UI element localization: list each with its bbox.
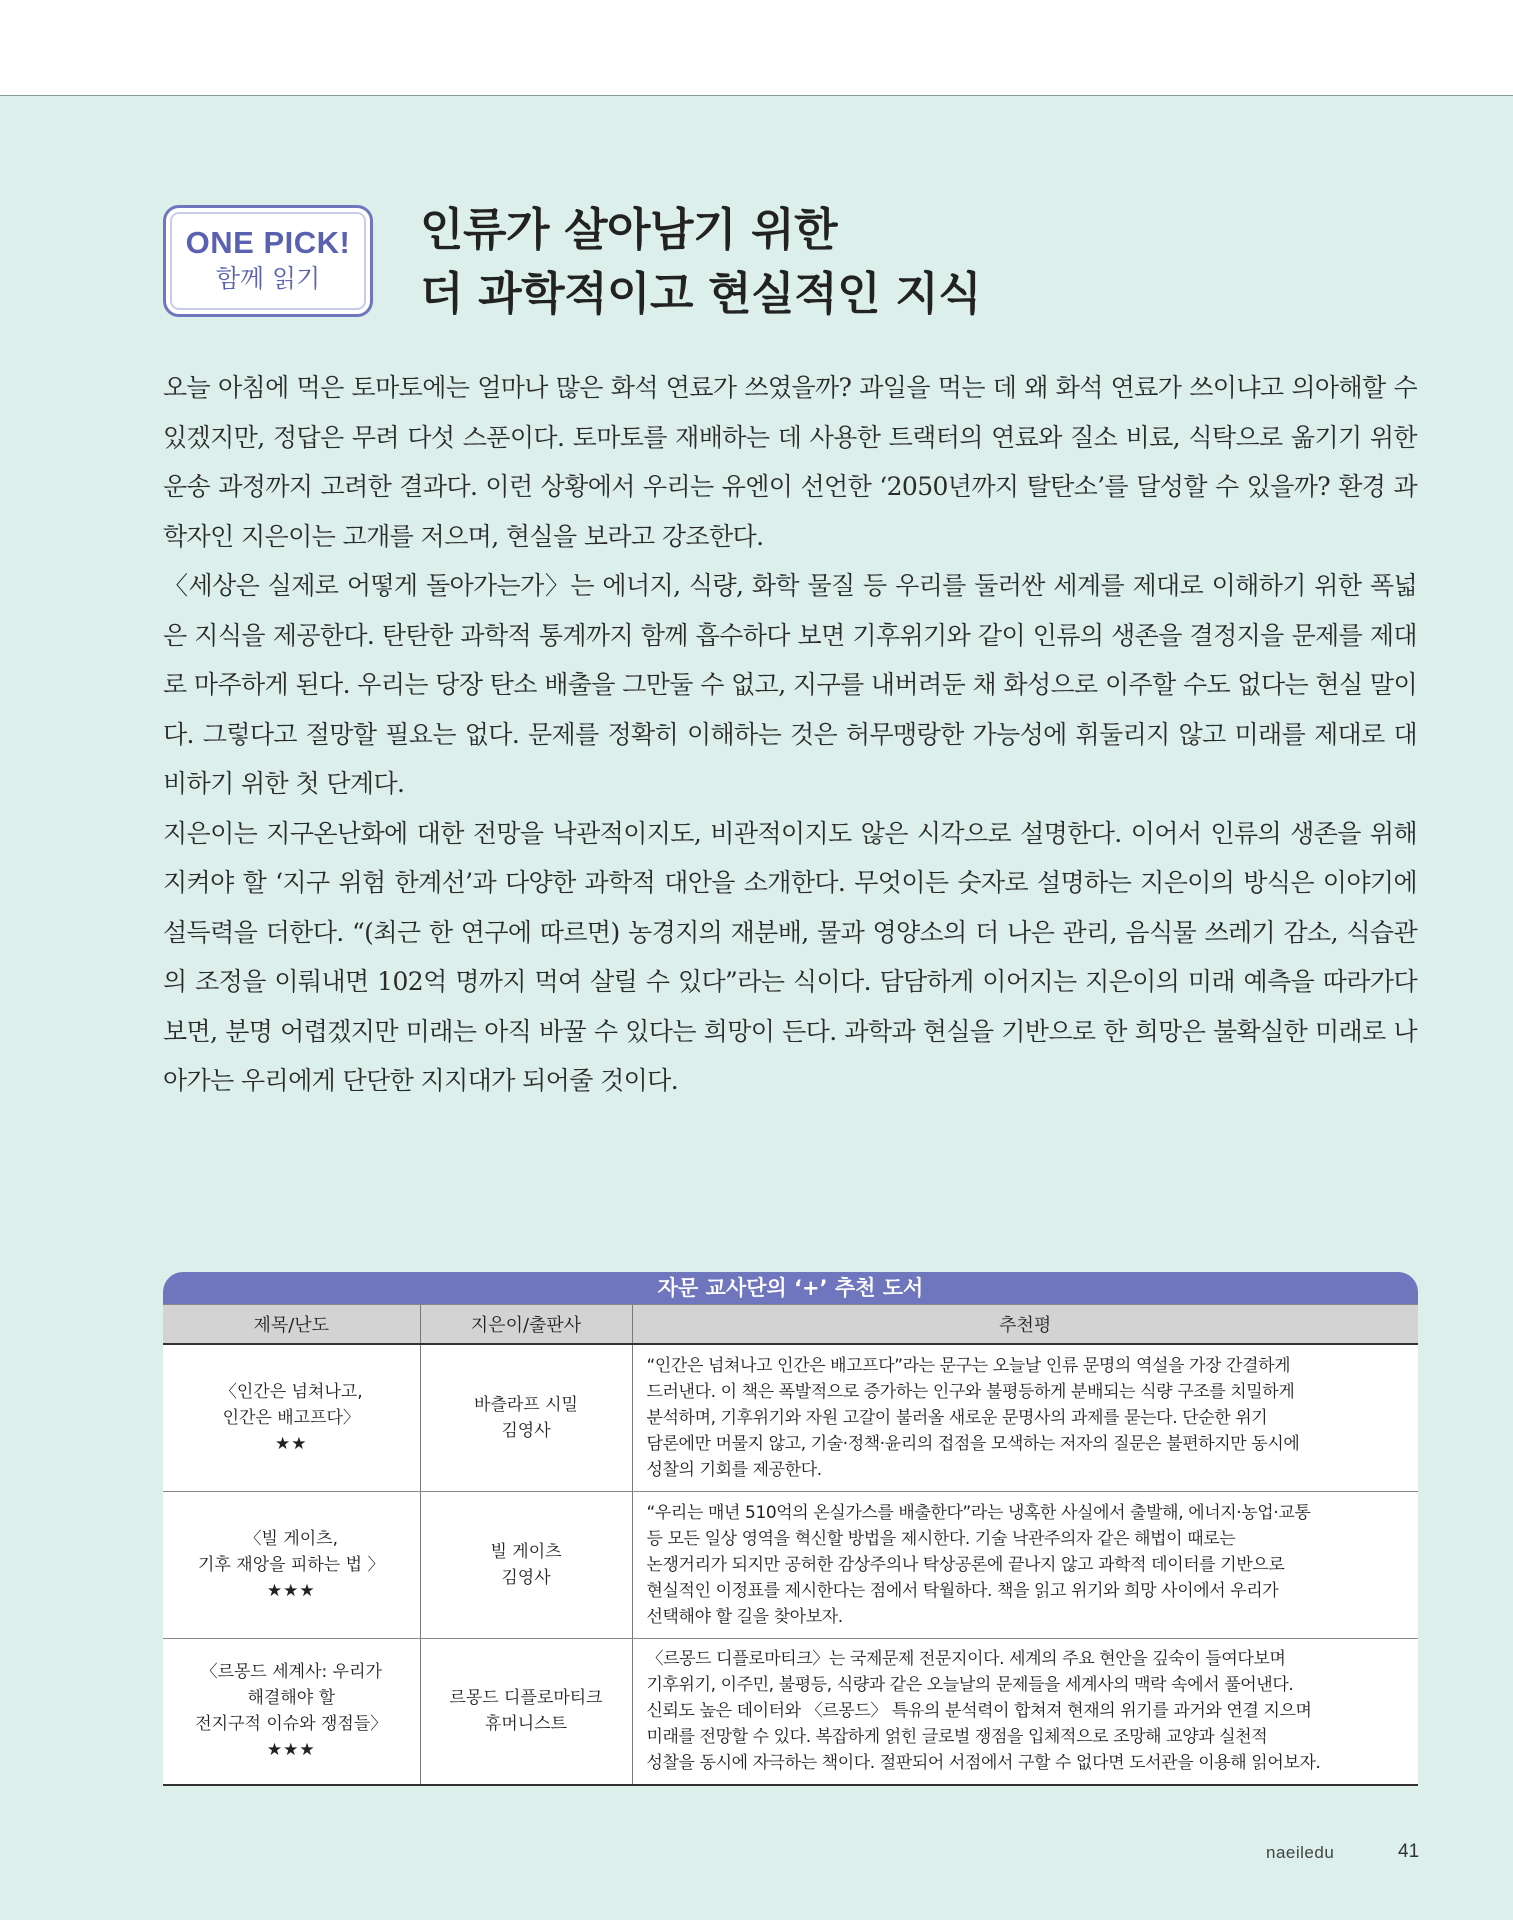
review-line: 성찰을 동시에 자극하는 책이다. 절판되어 서점에서 구할 수 없다면 도서관을 이용해 읽어보자. [646,1753,1321,1774]
difficulty-stars: ★★★ [266,1580,316,1601]
column-header-author: 지은이/출판사 [420,1305,632,1345]
footer-brand: naeiledu [1266,1843,1335,1862]
recommended-books-table [163,1272,1418,1786]
publisher-name: 김영사 [501,1567,551,1588]
body-paragraph: 오늘 아침에 먹은 토마토에는 얼마나 많은 화석 연료가 쓰였을까? 과일을 먹는 데 왜 화석 연료가 쓰이냐고 의아해할 수 있겠지만, 정답은 무려 다섯 스푼이다. 토마토를 재배하는 데 사용한 트랙터의 연료와 질소 비료, 식탁으로 옮기기 위한 운송 과정까지 고려한 결과다. 이런 상황에서 우리는 유엔이 선언한 ‘2050년까지 탈탄소’를 달성할 수 있을까? 환경 과학자인 지은이는 고개를 저으며, 현실을 보라고 강조한다. [163,373,1417,551]
difficulty-stars: ★★★ [266,1740,316,1761]
author-name: 빌 게이츠 [490,1541,562,1562]
table-row [163,1638,1418,1785]
top-margin [0,0,1513,96]
review-line: 선택해야 할 길을 찾아보자. [646,1606,843,1627]
table-title: 자문 교사단의 ‘+’ 추천 도서 [163,1272,1418,1304]
review-line: 기후위기, 이주민, 불평등, 식량과 같은 오늘날의 문제들을 세계사의 맥락 속에서 풀어낸다. [646,1675,1294,1696]
difficulty-stars: ★★ [275,1433,308,1454]
book-title-line: 전지구적 이슈와 쟁점들〉 [195,1714,388,1735]
column-header-review: 추천평 [632,1305,1418,1345]
badge-title: ONE PICK! [185,225,351,261]
publisher-name: 휴머니스트 [484,1714,568,1735]
author-name: 바츨라프 시밀 [474,1394,578,1415]
book-title-cell [163,1491,420,1638]
review-line: 미래를 전망할 수 있다. 복잡하게 얽힌 글로벌 쟁점을 입체적으로 조망해 교양과 실천적 [646,1727,1268,1748]
book-title-line: 해결해야 할 [247,1688,335,1709]
article-headline [420,198,1420,326]
column-header-title: 제목/난도 [163,1305,420,1345]
table-row [163,1491,1418,1638]
table-header-row [163,1305,1418,1345]
page-number: 41 [1398,1841,1420,1862]
book-title-line: 〈빌 게이츠, [244,1528,338,1549]
body-paragraph: 지은이는 지구온난화에 대한 전망을 낙관적이지도, 비관적이지도 않은 시각으로 설명한다. 이어서 인류의 생존을 위해 지켜야 할 ‘지구 위험 한계선’과 다양한 과학적 대안을 소개한다. 무엇이든 숫자로 설명하는 지은이의 방식은 이야기에 설득력을 더한다. “(최근 한 연구에 따르면) 농경지의 재분배, 물과 영양소의 더 나은 관리, 음식물 쓰레기 감소, 식습관의 조정을 이뤄내면 102억 명까지 먹여 살릴 수 있다”라는 식이다. 담담하게 이어지는 지은이의 미래 예측을 따라가다 보면, 분명 어렵겠지만 미래는 아직 바꿀 수 있다는 희망이 든다. 과학과 현실을 기반으로 한 희망은 불확실한 미래로 나아가는 우리에게 단단한 지지대가 되어줄 것이다. [163,818,1417,1095]
review-line: 분석하며, 기후위기와 자원 고갈이 불러올 새로운 문명사의 과제를 묻는다. 단순한 위기 [646,1407,1268,1428]
book-title-line: 〈르몽드 세계사: 우리가 [200,1662,382,1683]
book-title-line: 〈인간은 넘쳐나고, [219,1381,363,1402]
review-line: 드러낸다. 이 책은 폭발적으로 증가하는 인구와 불평등하게 분배되는 식량 구조를 치밀하게 [646,1381,1295,1402]
review-line: 등 모든 일상 영역을 혁신할 방법을 제시한다. 기술 낙관주의자 같은 해법이 때로는 [646,1528,1236,1549]
review-line: 신뢰도 높은 데이터와 〈르몽드〉 특유의 분석력이 합쳐져 현재의 위기를 과거와 연결 지으며 [646,1701,1312,1722]
review-line: 성찰의 기회를 제공한다. [646,1459,822,1480]
author-publisher-cell [420,1491,632,1638]
author-publisher-cell [420,1638,632,1785]
table-row [163,1344,1418,1491]
book-title-line: 인간은 배고프다〉 [222,1407,360,1428]
badge-subtitle: 함께 읽기 [215,264,321,294]
headline-line-1: 인류가 살아남기 위한 [420,203,838,256]
review-cell [632,1491,1418,1638]
publisher-name: 김영사 [501,1420,551,1441]
book-title-cell [163,1638,420,1785]
headline-line-2: 더 과학적이고 현실적인 지식 [420,267,982,320]
book-title-line: 기후 재앙을 피하는 법 〉 [198,1554,385,1575]
author-publisher-cell [420,1344,632,1491]
review-line: 논쟁거리가 되지만 공허한 감상주의나 탁상공론에 끝나지 않고 과학적 데이터를 기반으로 [646,1554,1285,1575]
review-line: “인간은 넘쳐나고 인간은 배고프다”라는 문구는 오늘날 인류 문명의 역설을 가장 간결하게 [646,1355,1291,1376]
article-body [163,363,1417,1106]
review-line: “우리는 매년 510억의 온실가스를 배출한다”라는 냉혹한 사실에서 출발해, 에너지·농업·교통 [646,1502,1311,1523]
review-line: 〈르몽드 디플로마티크〉는 국제문제 전문지이다. 세계의 주요 현안을 깊숙이 들여다보며 [646,1649,1286,1670]
review-line: 담론에만 머물지 않고, 기술·정책·윤리의 접점을 모색하는 저자의 질문은 불편하지만 동시에 [646,1433,1300,1454]
review-cell [632,1638,1418,1785]
review-cell [632,1344,1418,1491]
book-title-cell [163,1344,420,1491]
one-pick-badge [163,205,373,317]
review-line: 현실적인 이정표를 제시한다는 점에서 탁월하다. 책을 읽고 위기와 희망 사이에서 우리가 [646,1580,1279,1601]
body-paragraph: 〈세상은 실제로 어떻게 돌아가는가〉는 에너지, 식량, 화학 물질 등 우리를 둘러싼 세계를 제대로 이해하기 위한 폭넓은 지식을 제공한다. 탄탄한 과학적 통계까지 함께 흡수하다 보면 기후위기와 같이 인류의 생존을 결정지을 문제를 제대로 마주하게 된다. 우리는 당장 탄소 배출을 그만둘 수 없고, 지구를 내버려둔 채 화성으로 이주할 수도 없다는 현실 말이다. 그렇다고 절망할 필요는 없다. 문제를 정확히 이해하는 것은 허무맹랑한 가능성에 휘둘리지 않고 미래를 제대로 대비하기 위한 첫 단계다. [163,571,1417,798]
books-table [163,1304,1418,1786]
author-name: 르몽드 디플로마티크 [449,1688,603,1709]
